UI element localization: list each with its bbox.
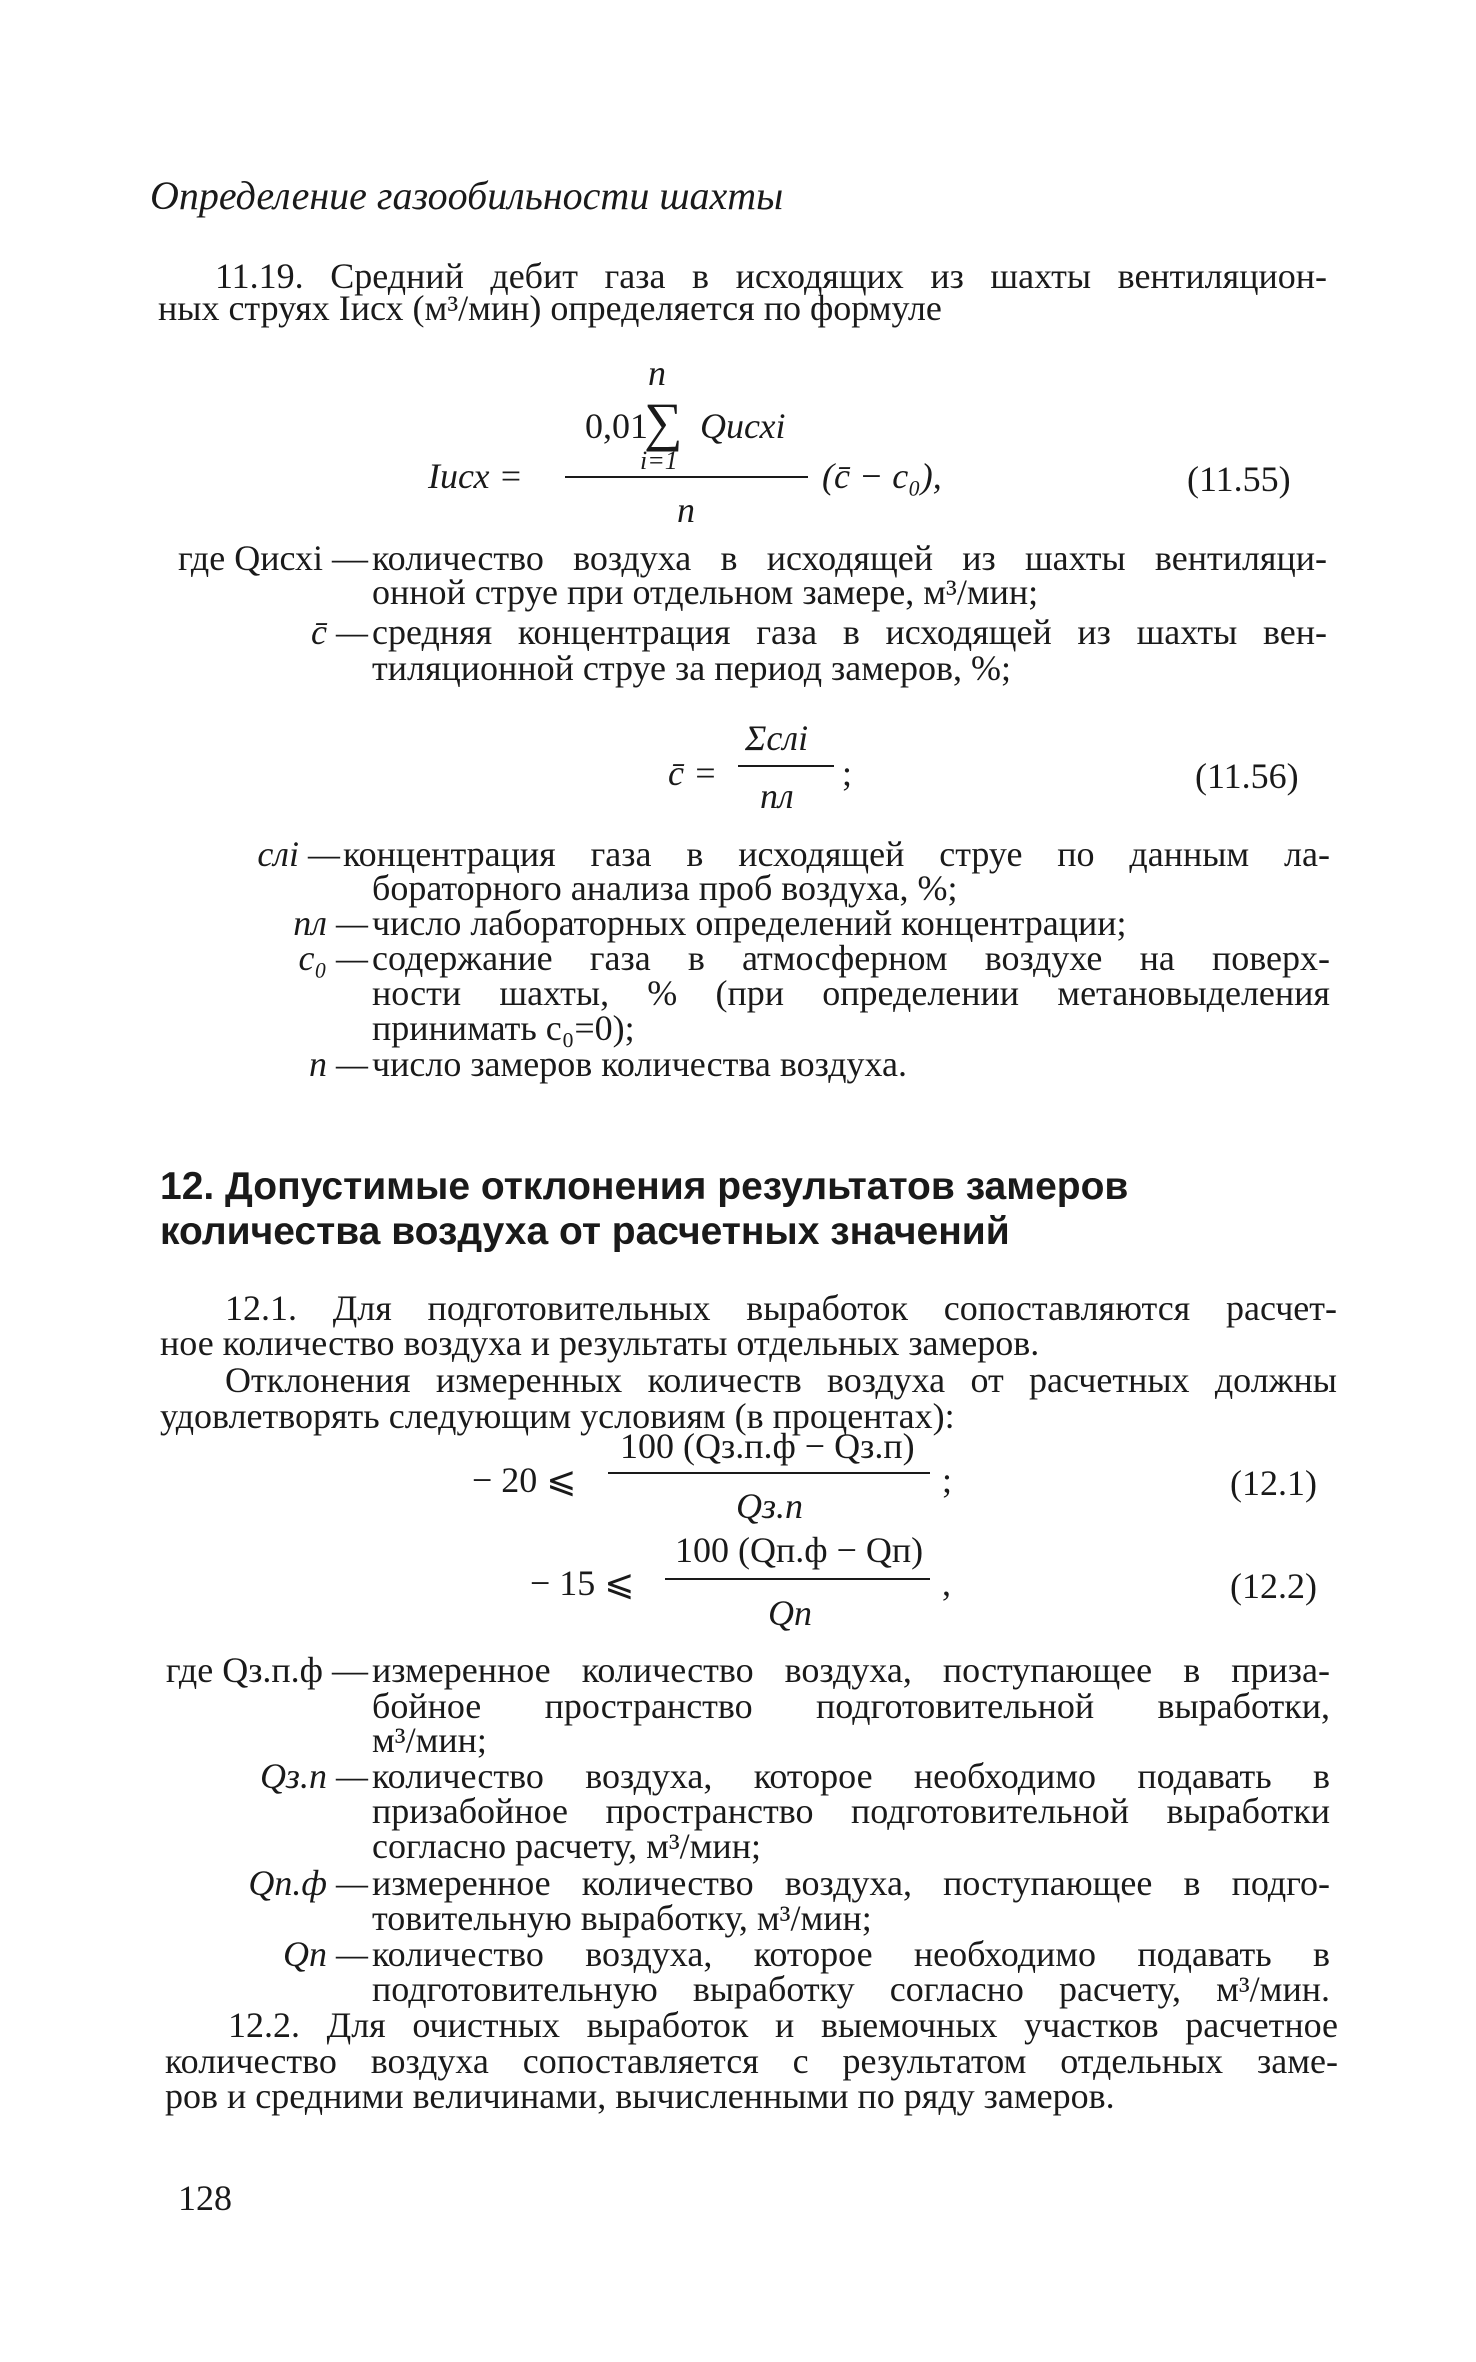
def-text-line: средняя концентрация газа в исходящей из шахты вен- — [372, 612, 1327, 652]
def-term: Qз.п — — [259, 1756, 368, 1796]
formula-tail: (c̄ − c₀), — [822, 456, 942, 496]
sum-summand: Qисхi — [700, 406, 786, 446]
def-text-line: концентрация газа в исходящей струе по данным ла- — [343, 834, 1330, 874]
sum-upper-limit: n — [648, 353, 666, 393]
para-12-1-line3: Отклонения измеренных количеств воздуха от расчетных должны — [225, 1360, 1337, 1400]
def-term: Qп — — [282, 1934, 368, 1974]
formula-lhs: − 15 ⩽ — [530, 1563, 635, 1603]
def-text-line: количество воздуха, которое необходимо подавать в — [372, 1934, 1330, 1974]
def-term: где Qз.п.ф — — [165, 1650, 368, 1690]
def-term: cлi — — [257, 834, 340, 874]
def-text-line: подготовительную выработку согласно расчету, м³/мин. — [372, 1969, 1330, 2009]
def-text-line: онной струе при отдельном замере, м³/мин; — [372, 572, 1039, 612]
para-11-19-line2: ных струях Iисх (м³/мин) определяется по формуле — [158, 288, 942, 328]
equation-number: (12.2) — [1230, 1566, 1317, 1606]
def-text-line: тиляционной струе за период замеров, %; — [372, 648, 1011, 688]
formula-numerator: Σcлi — [745, 718, 809, 758]
def-text-line: содержание газа в атмосферном воздухе на поверх- — [372, 938, 1330, 978]
def-text-line: измеренное количество воздуха, поступающее в подго- — [372, 1863, 1330, 1903]
para-12-2-line2: количество воздуха сопоставляется с результатом отдельных заме- — [165, 2041, 1338, 2081]
para-11-19-line1: 11.19. Средний дебит газа в исходящих из шахты вентиляцион- — [215, 256, 1327, 296]
formula-denominator: nл — [760, 776, 794, 816]
para-12-1-line1: 12.1. Для подготовительных выработок сопоставляются расчет- — [225, 1288, 1337, 1328]
def-term: nл — — [293, 903, 368, 943]
def-text-line: бораторного анализа проб воздуха, %; — [372, 868, 958, 908]
fraction-bar — [665, 1578, 930, 1580]
formula-numerator: 100 (Qп.ф − Qп) — [675, 1530, 924, 1570]
def-text-line: число лабораторных определений концентрации; — [372, 903, 1127, 943]
def-text-line: призабойное пространство подготовительной выработки — [372, 1791, 1330, 1831]
para-12-2-line3: ров и средними величинами, вычисленными по ряду замеров. — [165, 2076, 1115, 2116]
def-text-line: количество воздуха, которое необходимо подавать в — [372, 1756, 1330, 1796]
def-text-line: ности шахты, % (при определении метановыделения — [372, 973, 1330, 1013]
para-12-1-line2: ное количество воздуха и результаты отдельных замеров. — [160, 1323, 1040, 1363]
formula-lhs: c̄ = — [668, 753, 718, 793]
def-term-cbar: c̄ — — [311, 612, 368, 652]
equation-number: (11.55) — [1187, 459, 1291, 499]
def-text-line: число замеров количества воздуха. — [372, 1044, 908, 1084]
formula-denominator: Qз.п — [736, 1486, 804, 1526]
equation-number: (11.56) — [1195, 756, 1299, 796]
formula-denominator: n — [677, 490, 695, 530]
formula-denominator: Qп — [768, 1593, 812, 1633]
section-heading: Определение газообильности шахты — [150, 173, 784, 218]
formula-numerator: 100 (Qз.п.ф − Qз.п) — [620, 1426, 915, 1466]
fraction-bar — [738, 765, 834, 767]
def-text-line: согласно расчету, м³/мин; — [372, 1826, 761, 1866]
fraction-bar — [565, 476, 808, 478]
def-term: n — — [308, 1044, 368, 1084]
para-12-1-line4: удовлетворять следующим условиям (в процентах): — [160, 1396, 955, 1436]
chapter-title-line2: количества воздуха от расчетных значений — [160, 1210, 1010, 1253]
def-term-qisx: где Qисхi — — [177, 538, 368, 578]
def-term: c₀ — — [298, 938, 368, 978]
def-term: Qп.ф — — [248, 1863, 368, 1903]
page-number: 128 — [178, 2178, 232, 2218]
def-text-line: товительную выработку, м³/мин; — [372, 1898, 872, 1938]
def-text-line: принимать c₀=0); — [372, 1008, 635, 1048]
formula-tail: , — [942, 1563, 951, 1603]
chapter-title-line1: 12. Допустимые отклонения результатов замеров — [160, 1165, 1129, 1208]
sum-coefficient: 0,01 — [585, 406, 648, 446]
formula-tail: ; — [842, 753, 853, 793]
sigma-icon: ∑ — [644, 392, 683, 452]
fraction-bar — [608, 1472, 930, 1474]
equation-number: (12.1) — [1230, 1463, 1317, 1503]
def-text-line: м³/мин; — [372, 1720, 487, 1760]
para-12-2-line1: 12.2. Для очистных выработок и выемочных участков расчетное — [228, 2005, 1338, 2045]
def-text-line: бойное пространство подготовительной выработки, — [372, 1686, 1330, 1726]
sum-lower-limit: i=1 — [640, 446, 678, 475]
formula-lhs: Iисх = — [428, 456, 523, 496]
def-text-line: количество воздуха в исходящей из шахты вентиляци- — [372, 538, 1327, 578]
formula-tail: ; — [942, 1460, 953, 1500]
def-text-line: измеренное количество воздуха, поступающее в приза- — [372, 1650, 1330, 1690]
formula-lhs: − 20 ⩽ — [472, 1460, 577, 1500]
